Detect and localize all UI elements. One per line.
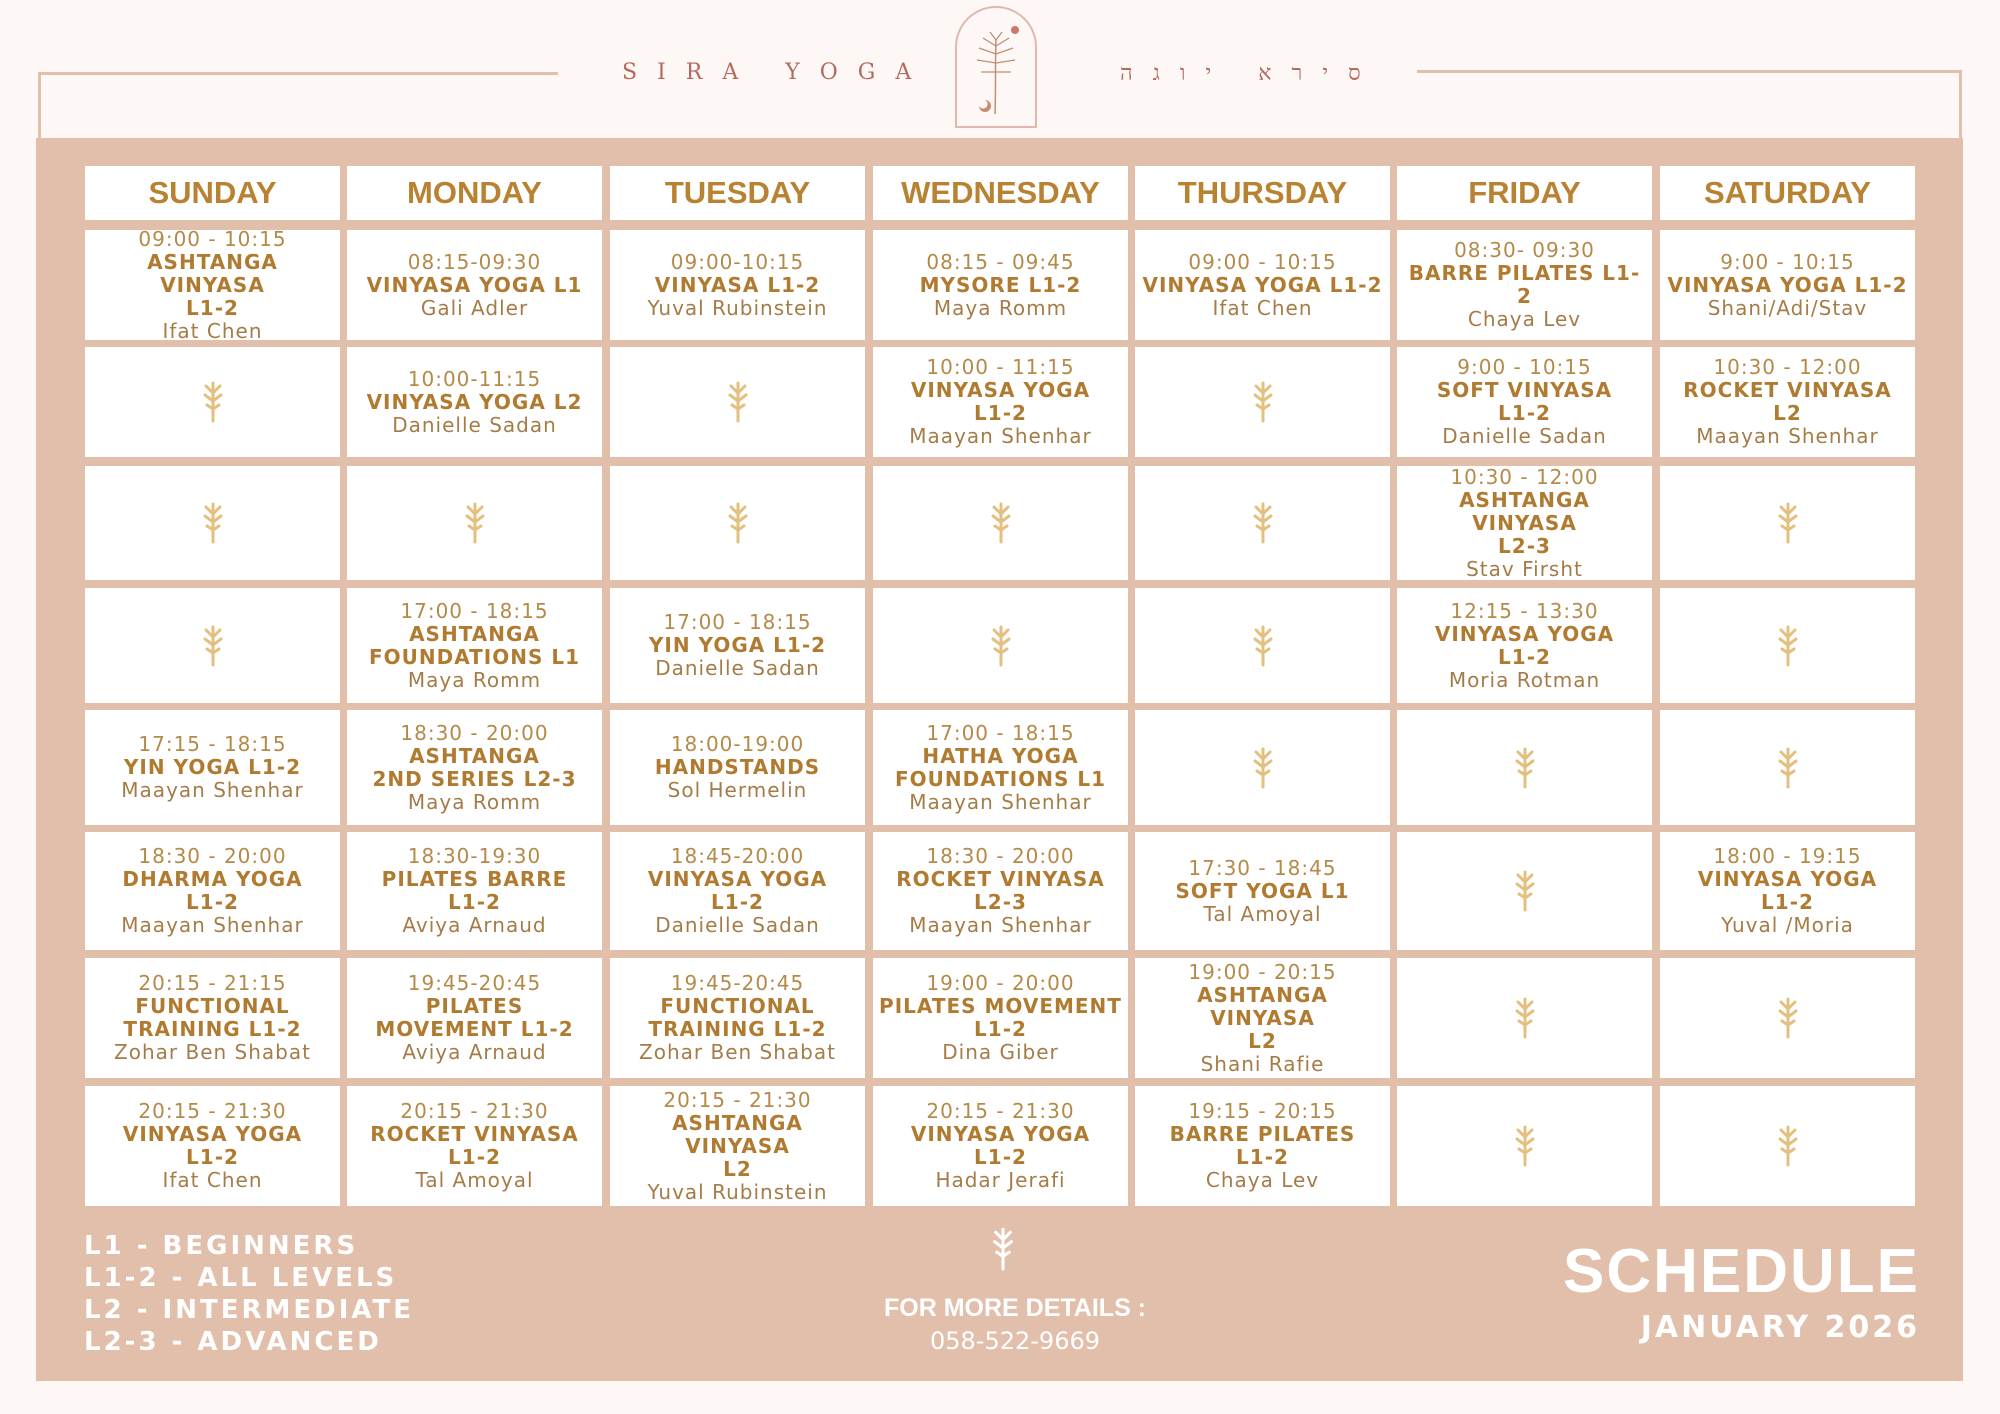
empty-slot	[85, 588, 340, 703]
class-time: 09:00-10:15	[670, 249, 805, 274]
class-time: 20:15 - 21:30	[138, 1099, 287, 1123]
frame-right	[1959, 70, 1962, 138]
class-instructor: Maayan Shenhar	[909, 913, 1092, 937]
class-instructor: Moria Rotman	[1448, 667, 1601, 692]
class-time: 20:15 - 21:15	[138, 971, 287, 995]
class-name: L1-2	[974, 1145, 1027, 1169]
empty-slot	[1660, 466, 1915, 580]
day-header-friday: FRIDAY	[1397, 166, 1652, 220]
legend-item: L2-3 - ADVANCED	[84, 1327, 382, 1357]
class-time: 10:30 - 12:00	[1450, 464, 1599, 489]
class-slot	[1397, 588, 1652, 703]
class-slot	[85, 1086, 340, 1206]
class-name: BARRE PILATES	[1169, 1122, 1356, 1146]
class-slot	[610, 1086, 865, 1206]
class-name: PILATES MOVEMENT	[879, 994, 1122, 1018]
logo-arch	[955, 6, 1037, 128]
class-time: 18:30-19:30	[407, 844, 542, 868]
class-name: ASHTANGA	[409, 621, 540, 646]
class-name: MOVEMENT L1-2	[375, 1017, 574, 1041]
class-instructor: Danielle Sadan	[655, 656, 820, 680]
class-time: 20:15 - 21:30	[663, 1087, 812, 1112]
leaf-icon	[200, 379, 226, 425]
class-slot	[347, 230, 602, 340]
class-name: BARRE PILATES L1-2	[1408, 261, 1641, 308]
class-instructor: Maayan Shenhar	[909, 789, 1092, 814]
class-time: 18:30 - 20:00	[926, 844, 1075, 868]
class-time: 19:00 - 20:15	[1188, 959, 1337, 984]
class-instructor: Danielle Sadan	[392, 412, 557, 437]
leaf-icon	[462, 500, 488, 546]
legend-item: L1-2 - ALL LEVELS	[84, 1263, 398, 1293]
leaf-icon	[1775, 995, 1801, 1041]
class-name: MYSORE L1-2	[919, 272, 1082, 297]
class-name: ASHTANGA VINYASA	[1197, 982, 1328, 1030]
leaf-icon	[1512, 745, 1538, 791]
class-instructor: Ifat Chen	[162, 318, 263, 343]
class-name: SOFT VINYASA	[1436, 378, 1613, 402]
class-time: 17:00 - 18:15	[400, 598, 549, 623]
leaf-icon	[200, 500, 226, 546]
class-name: VINYASA L1-2	[654, 272, 821, 297]
leaf-icon	[1775, 623, 1801, 669]
class-time: 9:00 - 10:15	[1457, 355, 1592, 379]
leaf-icon	[725, 500, 751, 546]
class-slot	[873, 710, 1128, 825]
class-slot	[1135, 832, 1390, 950]
class-slot	[1660, 347, 1915, 457]
class-name: L1-2	[1236, 1145, 1289, 1169]
class-name: VINYASA YOGA	[122, 1122, 303, 1146]
class-slot	[1135, 1086, 1390, 1206]
class-instructor: Zohar Ben Shabat	[114, 1040, 311, 1064]
empty-slot	[1397, 1086, 1652, 1206]
class-name: TRAINING L1-2	[648, 1017, 827, 1041]
class-name: SOFT YOGA L1	[1175, 878, 1350, 903]
class-time: 10:30 - 12:00	[1713, 355, 1862, 379]
class-name: ROCKET VINYASA	[896, 867, 1105, 891]
class-instructor: Sol Hermelin	[667, 778, 808, 802]
empty-slot	[1660, 710, 1915, 825]
class-time: 18:00 - 19:15	[1713, 844, 1862, 868]
class-time: 9:00 - 10:15	[1720, 249, 1855, 274]
class-time: 12:15 - 13:30	[1450, 598, 1599, 623]
leaf-icon	[1775, 500, 1801, 546]
empty-slot	[85, 466, 340, 580]
class-instructor: Ifat Chen	[162, 1168, 263, 1192]
class-name: VINYASA YOGA	[910, 1122, 1091, 1146]
class-slot	[347, 710, 602, 825]
class-name: VINYASA YOGA L2	[366, 389, 583, 414]
class-name: L1-2	[1761, 890, 1814, 914]
class-name: ROCKET VINYASA	[370, 1122, 579, 1146]
class-slot	[610, 832, 865, 950]
class-instructor: Hadar Jerafi	[935, 1168, 1066, 1192]
class-name: L2-3	[1498, 533, 1551, 558]
class-name: L2	[1248, 1028, 1277, 1053]
class-name: FOUNDATIONS L1	[894, 766, 1107, 791]
class-instructor: Maayan Shenhar	[121, 913, 304, 937]
class-slot	[610, 710, 865, 825]
class-time: 17:00 - 18:15	[663, 610, 812, 634]
class-slot	[85, 832, 340, 950]
day-header-saturday: SATURDAY	[1660, 166, 1915, 220]
class-instructor: Chaya Lev	[1467, 307, 1582, 331]
header-rule-right	[1417, 70, 1962, 73]
class-name: L1-2	[186, 295, 239, 320]
class-instructor: Aviya Arnaud	[402, 1040, 547, 1064]
class-instructor: Chaya Lev	[1205, 1168, 1320, 1192]
class-instructor: Danielle Sadan	[1442, 424, 1607, 448]
class-name: VINYASA YOGA	[1434, 621, 1615, 646]
class-slot	[873, 832, 1128, 950]
class-name: PILATES BARRE	[381, 867, 568, 891]
class-name: ASHTANGA VINYASA	[1459, 487, 1590, 535]
class-instructor: Yuval /Moria	[1721, 913, 1854, 937]
legend-item: L1 - BEGINNERS	[84, 1231, 359, 1261]
class-time: 08:15-09:30	[407, 249, 542, 274]
leaf-icon	[1250, 500, 1276, 546]
legend-item: L2 - INTERMEDIATE	[84, 1295, 414, 1325]
empty-slot	[1135, 347, 1390, 457]
class-time: 19:15 - 20:15	[1188, 1099, 1337, 1123]
class-name: PILATES	[425, 994, 524, 1018]
phone-number[interactable]: 058-522-9669	[929, 1327, 1100, 1355]
leaf-icon	[988, 500, 1014, 546]
leaf-icon	[1512, 995, 1538, 1041]
leaf-icon	[988, 623, 1014, 669]
empty-slot	[873, 466, 1128, 580]
class-name: VINYASA YOGA	[910, 378, 1091, 402]
class-slot	[1660, 832, 1915, 950]
class-name: HANDSTANDS	[654, 755, 821, 779]
leaf-icon	[1250, 379, 1276, 425]
class-instructor: Danielle Sadan	[655, 913, 820, 937]
class-name: L1-2	[1498, 401, 1551, 425]
class-name: ASHTANGA VINYASA	[147, 249, 278, 297]
class-time: 20:15 - 21:30	[400, 1099, 549, 1123]
class-time: 17:00 - 18:15	[926, 720, 1075, 745]
class-slot	[347, 1086, 602, 1206]
class-name: FOUNDATIONS L1	[368, 644, 581, 669]
class-slot	[873, 347, 1128, 457]
class-name: VINYASA YOGA	[647, 867, 828, 891]
leaf-footer-icon	[988, 1225, 1018, 1273]
class-slot	[610, 588, 865, 703]
class-name: VINYASA YOGA L1-2	[1142, 272, 1383, 297]
class-name: L1-2	[186, 890, 239, 914]
class-time: 09:00 - 10:15	[1188, 249, 1337, 274]
class-instructor: Zohar Ben Shabat	[639, 1040, 836, 1064]
class-time: 20:15 - 21:30	[926, 1099, 1075, 1123]
class-name: L1-2	[974, 1017, 1027, 1041]
leaf-icon	[1775, 745, 1801, 791]
class-time: 17:15 - 18:15	[138, 732, 287, 756]
empty-slot	[1660, 1086, 1915, 1206]
palm-logo-icon	[957, 8, 1035, 126]
class-time: 10:00-11:15	[407, 366, 542, 391]
class-slot	[85, 958, 340, 1078]
empty-slot	[1397, 958, 1652, 1078]
class-name: YIN YOGA L1-2	[123, 755, 302, 779]
class-time: 19:00 - 20:00	[926, 971, 1075, 995]
class-name: FUNCTIONAL	[660, 994, 815, 1018]
class-name: L2	[1773, 401, 1802, 425]
class-time: 19:45-20:45	[670, 971, 805, 995]
empty-slot	[347, 466, 602, 580]
class-name: TRAINING L1-2	[123, 1017, 302, 1041]
class-name: DHARMA YOGA	[122, 867, 303, 891]
day-header-thursday: THURSDAY	[1135, 166, 1390, 220]
empty-slot	[610, 347, 865, 457]
class-instructor: Shani/Adi/Stav	[1707, 295, 1868, 320]
class-time: 08:30- 09:30	[1454, 238, 1595, 262]
class-name: ROCKET VINYASA	[1683, 378, 1892, 402]
empty-slot	[1660, 958, 1915, 1078]
empty-slot	[85, 347, 340, 457]
class-slot	[873, 1086, 1128, 1206]
empty-slot	[1397, 710, 1652, 825]
class-instructor: Maya Romm	[407, 789, 542, 814]
class-slot	[85, 226, 340, 343]
class-slot	[1660, 230, 1915, 340]
header-rule-left	[38, 72, 558, 75]
class-time: 08:15 - 09:45	[926, 249, 1075, 274]
class-slot	[873, 230, 1128, 340]
class-slot	[610, 230, 865, 340]
class-instructor: Maayan Shenhar	[121, 778, 304, 802]
frame-left	[38, 72, 41, 138]
class-slot	[610, 958, 865, 1078]
class-slot	[1397, 466, 1652, 580]
class-instructor: Shani Rafie	[1200, 1051, 1325, 1076]
class-time: 17:30 - 18:45	[1188, 855, 1337, 880]
class-time: 18:30 - 20:00	[138, 844, 287, 868]
class-name: VINYASA YOGA L1-2	[1667, 272, 1908, 297]
schedule-title: SCHEDULE	[1562, 1237, 1920, 1306]
empty-slot	[873, 588, 1128, 703]
class-name: L1-2	[186, 1145, 239, 1169]
class-instructor: Gali Adler	[420, 295, 529, 320]
leaf-icon	[200, 623, 226, 669]
class-slot	[347, 588, 602, 703]
class-instructor: Tal Amoyal	[1203, 901, 1322, 926]
empty-slot	[610, 466, 865, 580]
class-instructor: Maayan Shenhar	[1696, 424, 1879, 448]
class-name: L2-3	[974, 890, 1027, 914]
brand-name-he: סירא יוגה	[1120, 61, 1381, 86]
class-name: L1-2	[448, 890, 501, 914]
class-instructor: Tal Amoyal	[415, 1168, 534, 1192]
leaf-icon	[1512, 1123, 1538, 1169]
class-time: 10:00 - 11:15	[926, 355, 1075, 379]
class-slot	[1135, 958, 1390, 1078]
class-time: 18:30 - 20:00	[400, 720, 549, 745]
day-header-tuesday: TUESDAY	[610, 166, 865, 220]
class-name: L1-2	[448, 1145, 501, 1169]
class-name: ASHTANGA	[409, 743, 540, 768]
class-name: 2ND SERIES L2-3	[372, 766, 577, 791]
leaf-icon	[1250, 623, 1276, 669]
class-time: 18:45-20:00	[670, 844, 805, 868]
class-name: HATHA YOGA	[922, 743, 1079, 768]
class-time: 18:00-19:00	[670, 732, 805, 756]
class-name: VINYASA YOGA L1	[366, 272, 583, 297]
leaf-icon	[1775, 1123, 1801, 1169]
class-slot	[1135, 230, 1390, 340]
class-instructor: Aviya Arnaud	[402, 913, 547, 937]
empty-slot	[1135, 710, 1390, 825]
class-name: L2	[723, 1156, 752, 1181]
class-slot	[347, 347, 602, 457]
day-header-sunday: SUNDAY	[85, 166, 340, 220]
class-slot	[1397, 230, 1652, 340]
class-instructor: Maayan Shenhar	[909, 424, 1092, 448]
class-instructor: Yuval Rubinstein	[647, 295, 828, 320]
class-name: YIN YOGA L1-2	[648, 633, 827, 657]
class-name: FUNCTIONAL	[135, 994, 290, 1018]
class-slot	[347, 958, 602, 1078]
day-header-wednesday: WEDNESDAY	[873, 166, 1128, 220]
class-instructor: Dina Giber	[942, 1040, 1059, 1064]
class-name: L1-2	[711, 890, 764, 914]
class-time: 09:00 - 10:15	[138, 226, 287, 251]
class-name: ASHTANGA VINYASA	[672, 1110, 803, 1158]
leaf-icon	[1250, 745, 1276, 791]
class-instructor: Ifat Chen	[1212, 295, 1313, 320]
empty-slot	[1660, 588, 1915, 703]
leaf-icon	[725, 379, 751, 425]
class-name: L1-2	[1498, 644, 1551, 669]
more-details-label: FOR MORE DETAILS :	[883, 1294, 1147, 1322]
leaf-icon	[1512, 868, 1538, 914]
class-instructor: Yuval Rubinstein	[647, 1179, 828, 1204]
brand-name-en: SIRA YOGA	[622, 60, 932, 85]
class-time: 19:45-20:45	[407, 971, 542, 995]
class-instructor: Maya Romm	[407, 667, 542, 692]
class-slot	[347, 832, 602, 950]
empty-slot	[1135, 588, 1390, 703]
class-name: L1-2	[974, 401, 1027, 425]
empty-slot	[1135, 466, 1390, 580]
class-slot	[85, 710, 340, 825]
class-slot	[873, 958, 1128, 1078]
schedule-month: JANUARY 2026	[1640, 1310, 1920, 1345]
level-legend	[84, 1230, 414, 1358]
class-instructor: Stav Firsht	[1466, 556, 1583, 581]
day-header-monday: MONDAY	[347, 166, 602, 220]
class-instructor: Maya Romm	[933, 295, 1068, 320]
empty-slot	[1397, 832, 1652, 950]
class-slot	[1397, 347, 1652, 457]
class-name: VINYASA YOGA	[1697, 867, 1878, 891]
